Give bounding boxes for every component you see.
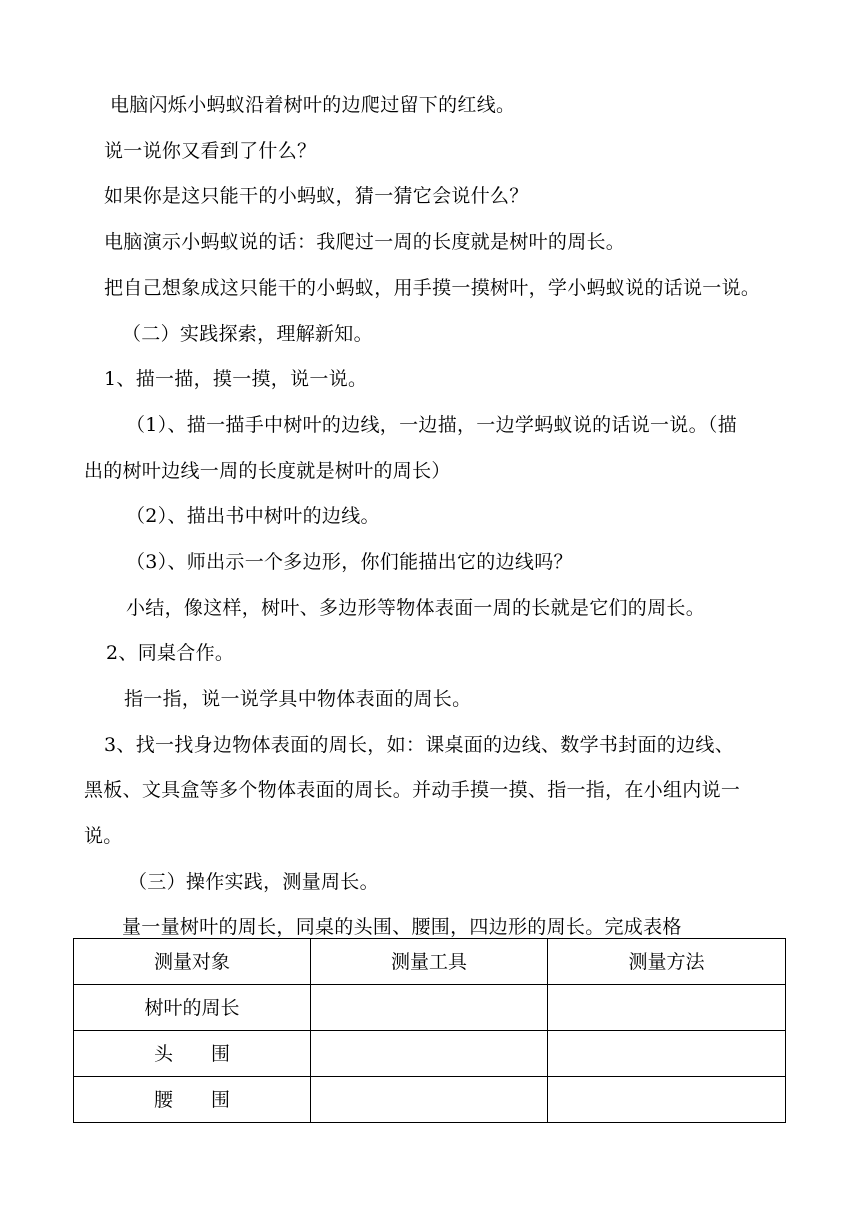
table-cell: 树叶的周长: [74, 985, 311, 1031]
table-cell: [548, 1077, 786, 1123]
table-header-row: [74, 939, 786, 985]
section-heading: （三）操作实践，测量周长。: [128, 871, 379, 893]
paragraph: 量一量树叶的周长，同桌的头围、腰围，四边形的周长。完成表格: [122, 916, 682, 938]
paragraph: 小结，像这样，树叶、多边形等物体表面一周的长就是它们的周长。: [126, 597, 706, 619]
paragraph: 说。: [84, 825, 123, 847]
table-row: [74, 1077, 786, 1123]
measurement-table: [73, 938, 786, 1123]
table-header-cell: 测量方法: [548, 939, 786, 985]
paragraph: 电脑闪烁小蚂蚁沿着树叶的边爬过留下的红线。: [110, 94, 516, 116]
table-cell: 头 围: [74, 1031, 311, 1077]
subheading: 2、同桌合作。: [106, 642, 235, 664]
table-cell: [311, 985, 548, 1031]
paragraph: 黑板、文具盒等多个物体表面的周长。并动手摸一摸、指一指，在小组内说一: [84, 779, 741, 801]
paragraph: 出的树叶边线一周的长度就是树叶的周长）: [84, 460, 451, 482]
paragraph: （2）、描出书中树叶的边线。: [126, 505, 380, 527]
paragraph: 如果你是这只能干的小蚂蚁，猜一猜它会说什么？: [104, 185, 529, 207]
table-header-cell: 测量工具: [311, 939, 548, 985]
table-cell: [548, 1031, 786, 1077]
section-heading: （二）实践探索，理解新知。: [122, 323, 373, 345]
paragraph: 电脑演示小蚂蚁说的话：我爬过一周的长度就是树叶的周长。: [104, 231, 626, 253]
subheading: 1、描一描，摸一摸，说一说。: [104, 368, 368, 390]
paragraph: 说一说你又看到了什么？: [104, 140, 317, 162]
paragraph: 指一指，说一说学具中物体表面的周长。: [124, 688, 472, 710]
table-cell: [311, 1077, 548, 1123]
paragraph: 把自己想象成这只能干的小蚂蚁，用手摸一摸树叶，学小蚂蚁说的话说一说。: [104, 277, 761, 299]
table-cell: 腰 围: [74, 1077, 311, 1123]
table-header-cell: 测量对象: [74, 939, 311, 985]
table-cell: [311, 1031, 548, 1077]
subheading: 3、找一找身边物体表面的周长，如：课桌面的边线、数学书封面的边线、: [104, 734, 734, 756]
table-row: [74, 1031, 786, 1077]
paragraph: （1）、描一描手中树叶的边线，一边描，一边学蚂蚁说的话说一说。（描: [126, 414, 737, 436]
table-cell: [548, 985, 786, 1031]
paragraph: （3）、师出示一个多边形，你们能描出它的边线吗？: [126, 551, 573, 573]
table-row: [74, 985, 786, 1031]
